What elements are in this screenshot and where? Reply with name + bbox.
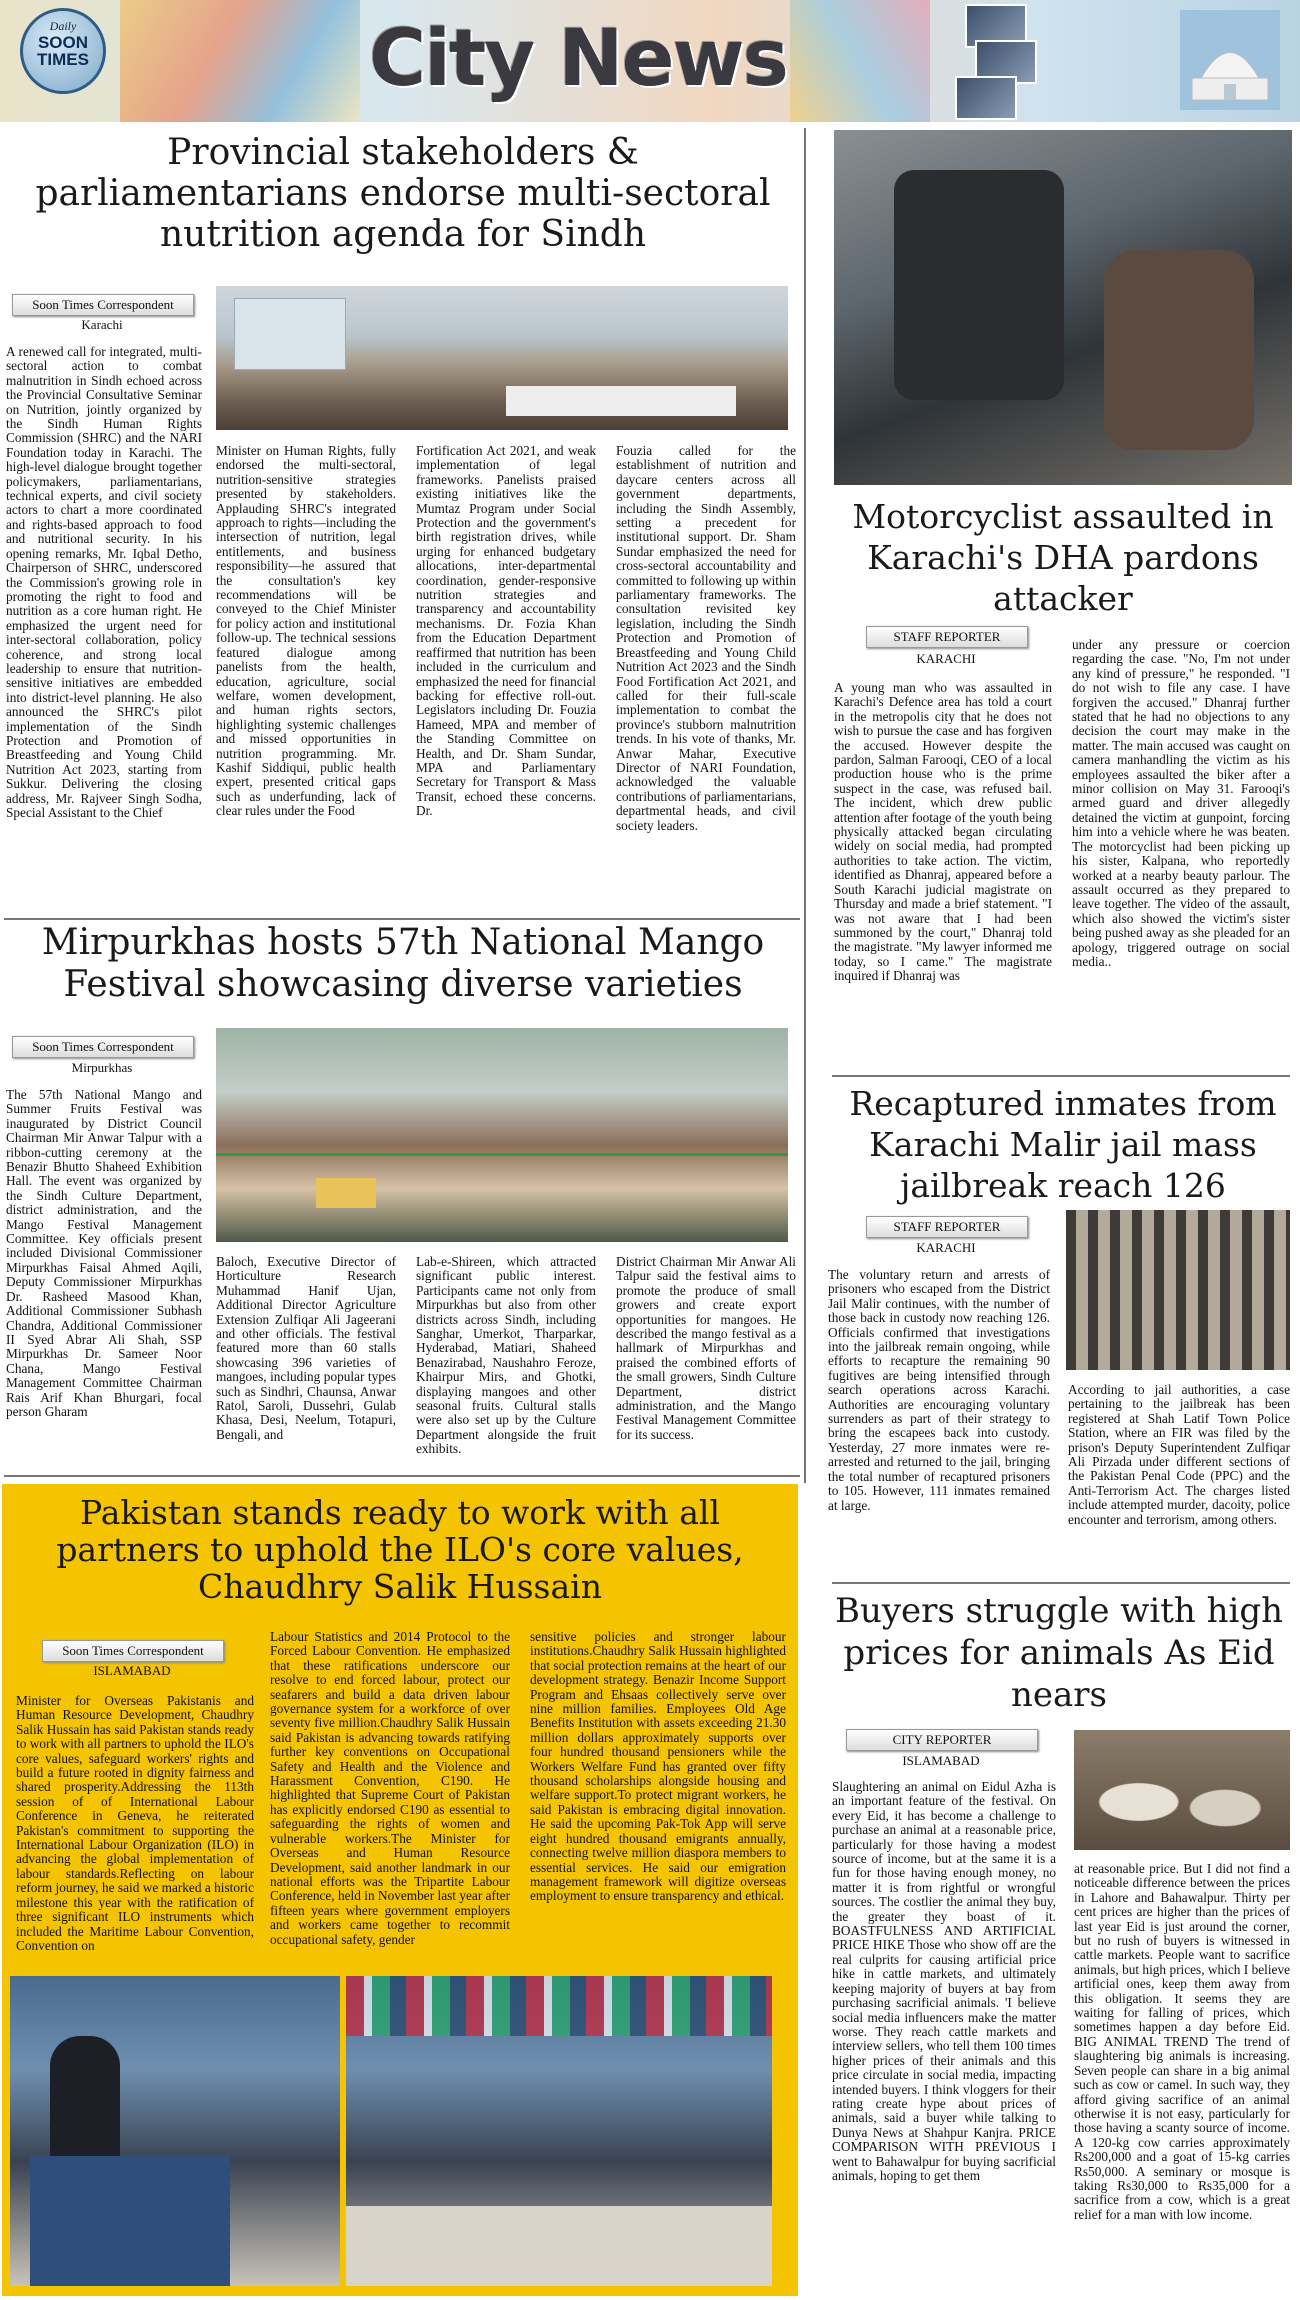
article-jailbreak bbox=[834, 1083, 1292, 1206]
dateline: ISLAMABAD bbox=[902, 1753, 980, 1768]
byline: STAFF REPORTER bbox=[866, 1216, 1028, 1238]
headline: Mirpurkhas hosts 57th National Mango Festival showcasing diverse varieties bbox=[41, 922, 765, 1005]
section-rule bbox=[832, 1075, 1290, 1077]
mango-crate bbox=[316, 1178, 376, 1208]
person-figure bbox=[1104, 250, 1254, 450]
article-column: The 57th National Mango and Summer Fruits Festival was inaugurated by District Council Chairman Mir Anwar Talpur with a ribbon-cutting ceremony at the Benazir Bhutto Shaheed Exhibition Hall. The event was organized by the Sindh Culture Department, district administration, and the Mango Festival Management Committee. Key officials present included Divisional Commissioner Mirpurkhas Faisal Ahmed Aqili, Deputy Commissioner Mirpurkhas Dr. Rasheed Masood Khan, Additional Commissioner Subhash Chandra, Additional Commissioner II Syed Abrar Ali Shah, SSP Mirpurkhas Dr. Sameer Noor Chana, Mango Festival Management Committee Chairman Rais Arif Khan Bhurgari, focal person Gharam bbox=[6, 1088, 202, 1419]
column-rule bbox=[804, 128, 806, 1483]
article-column: The voluntary return and arrests of prisoners who escaped from the District Jail Malir continues, with the number of those back in custody now reaching 126. Officials confirmed that investigations into the jailbreak remain ongoing, while efforts to recapture the remaining 90 fugitives are being intensified through search operations across Karachi. Authorities are encouraging voluntary surrenders as part of their strategy to bring the escapees back into custody. Yesterday, 27 more inmates were re-arrested and returned to the jail, bringing the total number of recaptured prisoners to 105. However, 111 inmates remained at large. bbox=[828, 1268, 1050, 1513]
ribbon bbox=[216, 1153, 788, 1156]
section-rule bbox=[4, 1475, 800, 1477]
seminar-photo bbox=[216, 286, 788, 430]
dateline: KARACHI bbox=[916, 651, 976, 666]
podium bbox=[30, 2156, 230, 2286]
jail-bars-photo bbox=[1066, 1210, 1290, 1370]
masthead-photos bbox=[935, 4, 1055, 118]
headline: Pakistan stands ready to work with all partners to uphold the ILO's core values, Chaudhry Salik Hussain bbox=[56, 1493, 744, 1606]
article-column: Fouzia called for the establishment of nutrition and daycare centers across all government departments, including the Sindh Assembly, setting a precedent for institutional support. Dr. Sham Sundar emphasized the need for cross-sectoral accountability and committed to following up within parliamentary frameworks. The consultation revisited key legislation, including the Sindh Protection and Promotion of Breastfeeding and Young Child Nutrition Act 2023 and the Sindh Food Fortification Act 2021, and called for their full-scale implementation to combat the province's stubborn malnutrition trends. In his vote of thanks, Mr. Anwar Mahar, Executive Director of NARI Foundation, acknowledged the valuable contributions of parliamentarians, departmental heads, and civil society leaders. bbox=[616, 444, 796, 833]
article-column: A renewed call for integrated, multi-sectoral action to combat malnutrition in Sindh echoed across the Provincial Consultative Seminar on Nutrition, jointly organized by the Sindh Human Rights Commission (SHRC) and the NARI Foundation today in Karachi. The high-level dialogue brought together policymakers, parliamentarians, technical experts, and civil society actors to chart a more coordinated and rights-based approach to food and nutritional security. In his opening remarks, Mr. Iqbal Detho, Chairperson of SHRC, underscored the Commission's growing role in promoting the right to food and nutrition as a core human right. He emphasized the urgent need for inter-sectoral collaboration, policy coherence, and strong local leadership to ensure that nutrition-sensitive initiatives are embedded into district-level planning. He also announced the SHRC's pilot implementation of the Sindh Protection and Promotion of Breastfeeding and Young Child Nutrition Act 2023, starting from Sukkur. Delivering the closing address, Mr. Rajveer Singh Sodha, Special Assistant to the Chief bbox=[6, 345, 202, 820]
mausoleum-icon bbox=[1180, 10, 1280, 110]
assault-video-still bbox=[834, 130, 1292, 485]
soon-times-logo[interactable]: Daily SOON TIMES bbox=[20, 8, 106, 94]
speaker bbox=[50, 2036, 120, 2156]
article-nutrition bbox=[8, 132, 798, 255]
dateline: Mirpurkhas bbox=[71, 1060, 133, 1075]
article-column: Minister for Overseas Pakistanis and Human Resource Development, Chaudhry Salik Hussain has said Pakistan stands ready to work with all partners to uphold the ILO's core values, safeguard workers' rights and build a future rooted in dignity fairness and shared prosperity.Addressing the 113th session of of International Labour Conference in Geneva, he reiterated Pakistan's commitment to supporting the International Labour Organization (ILO) in advancing the global implementation of labour standards.Reflecting on labour reform journey, he said we marked a historic milestone this year with the ratification of three significant ILO instruments which included the Maritime Labour Convention, Convention on bbox=[16, 1694, 254, 1953]
dateline: ISLAMABAD bbox=[93, 1663, 171, 1678]
article-column: at reasonable price. But I did not find a noticeable difference between the prices in Lahore and Bahawalpur. Thirty per cent prices are higher than the prices of last year Eid is just around the corner, but no rush of buyers is witnessed in cattle markets. People want to sacrifice animals, but high prices, which I believe artificial ones, keep them away from this obligation. It seems they are waiting for falling of prices, which sometimes happen a day before Eid. BIG ANIMAL TREND The trend of slaughtering big animals is increasing. Seven people can share in a big animal such as cow or camel. In such way, they afford giving sacrifice of an animal otherwise it is not easy, particularly for those having a scanty source of income. A 120-kg cow carries approximately Rs200,000 and a goat of 15-kg carries Rs50,000. A seminary or mosque is taking Rs30,000 to Rs35,000 for a sacrifice from a cow, which is a great relief for a man with low income. bbox=[1074, 1862, 1290, 2222]
byline: Soon Times Correspondent bbox=[12, 294, 194, 316]
dateline: Karachi bbox=[81, 317, 123, 332]
article-column: Labour Statistics and 2014 Protocol to the Forced Labour Convention. He emphasized that these ratifications underscore our resolve to end forced labour, protect our seafarers and build a data driven labour governance system for a workforce of over seventy five million.Chaudhry Salik Hussain said Pakistan is advancing towards ratifying further key conventions on Occupational Safety and Health and the Violence and Harassment Convention, C190. He highlighted that Supreme Court of Pakistan has explicitly endorsed C190 as essential to safeguarding the rights of women and vulnerable workers.The Minister for Overseas and Human Resource Development, said another landmark in our national efforts was the Tripartite Labour Conference, held in November last year after fifteen years where government employers and workers came together to recommit occupational safety, gender bbox=[270, 1630, 510, 1947]
article-column: sensitive policies and stronger labour institutions.Chaudhry Salik Hussain highlighted that social protection remains at the heart of our development strategy. Benazir Income Support Program and Ehsaas collectively serve over nine million families. Employees Old Age Benefits Institution with assets exceeding 21.30 million dollars approximately supports over four hundred thousand pensioners while the Workers Welfare Fund has granted over fifty thousand scholarships alongside housing and welfare support.To protect migrant workers, he said Pakistan is embracing digital innovation. He said the upcoming Pak-Tok App will serve eight hundred thousand emigrants annually, connecting twelve million diaspora members to essential services. He said our emigration management framework will digitize overseas employment to ensure transparency and ethical. bbox=[530, 1630, 786, 1904]
byline: Soon Times Correspondent bbox=[42, 1640, 224, 1662]
ribbon-cutting-photo bbox=[216, 1028, 788, 1242]
byline: STAFF REPORTER bbox=[866, 626, 1028, 648]
byline: Soon Times Correspondent bbox=[12, 1036, 194, 1058]
headline: Buyers struggle with high prices for animals As Eid nears bbox=[834, 1591, 1284, 1715]
byline: CITY REPORTER bbox=[846, 1729, 1038, 1751]
article-column: Baloch, Executive Director of Horticulture Research Muhammad Hanif Ujan, Additional Director Agriculture Extension Zulfiqar Ali Jageerani and other officials. The festival featured more than 60 stalls showcasing 396 varieties of mangoes, including popular types such as Sindhri, Chaunsa, Anwar Ratol, Saroli, Dussehri, Gulab Khasa, Desi, Neelum, Totapuri, Bengali, and bbox=[216, 1255, 396, 1442]
person-figure bbox=[894, 170, 1064, 400]
masthead bbox=[0, 0, 1300, 122]
goats-photo bbox=[1074, 1730, 1290, 1850]
article-column: Minister on Human Rights, fully endorsed the multi-sectoral, nutrition-sensitive strategies presented by stakeholders. Applauding SHRC's integrated approach to rights—including the intersection of nutrition, legal entitlements, and business responsibility—he assured that the consultation's key recommendations will be conveyed to the Chief Minister for policy action and institutional follow-up. The technical sessions featured dialogue among panelists from the health, education, agriculture, social welfare, women development, and human rights sectors, highlighting systemic challenges and missed opportunities in nutrition programming. Mr. Kashif Siddiqui, public health expert, presented critical gaps such as underfunding, lack of clear rules under the Food bbox=[216, 444, 396, 819]
masthead-title: City News bbox=[369, 14, 787, 104]
article-column: Slaughtering an animal on Eidul Azha is an important feature of the festival. On every Eid, it has become a challenge to purchase an animal at a reasonable price, particularly for those having a modest source of income, but at the same it is a fun for those having enough money, no matter it is from rightful or wrongful sources. The costlier the animal they buy, the greater they boast of it. BOASTFULNESS AND ARTIFICIAL PRICE HIKE Those who show off are the real culprits for causing artificial price hike in cattle markets, and ultimately keeping majority of buyers at bay from purchasing sacrificial animals. 'I believe social media influencers make the matter worse. They reach cattle markets and interview sellers, who tell them 100 times higher prices of their animals and this price circulate in social media, impacting intended buyers. I think vloggers for their rating create hype about prices of animals, said a buyer while talking to Dunya News at Shahpur Kanjra. PRICE COMPARISON WITH PREVIOUS I went to Bahawalpur for buying sacrificial animals, hoping to get them bbox=[832, 1780, 1056, 2183]
presentation-screen bbox=[234, 298, 346, 370]
flags bbox=[346, 1976, 772, 2036]
portrait-thumbnail bbox=[955, 76, 1017, 120]
article-eid-prices bbox=[826, 1590, 1292, 1716]
section-rule bbox=[832, 1582, 1290, 1584]
article-column: District Chairman Mir Anwar Ali Talpur said the festival aims to promote the produce of small growers and create export opportunities for mangoes. He described the mango festival as a hallmark of Mirpurkhas and praised the combined efforts of the small growers, Sindh Culture Department, district administration, and the Mango Festival Management Committee for its success. bbox=[616, 1255, 796, 1442]
headline: Provincial stakeholders & parliamentarians endorse multi-sectoral nutrition agenda for Sindh bbox=[35, 132, 771, 255]
delegates-desks bbox=[346, 2206, 772, 2286]
article-column: under any pressure or coercion regarding the case. "No, I'm not under any kind of pressure," he responded. "I do not wish to file any case. I have forgiven the accused." Dhanraj further stated that he had no objections to any decision the court may make in the matter. The main accused was caught on camera manhandling the victim as his employees assaulted the biker after a minor collision on May 31. Farooqi's armed guard and driver allegedly detained the victim at gunpoint, forcing him into a vehicle where he was beaten. The motorcyclist had been picking up his sister, Kalpana, who reportedly worked at a nearby beauty parlour. The assault occurred as they prepared to leave together. The video of the assault, which also showed the victim's sister being pushed away as she pleaded for an apology, triggered outrage on social media.. bbox=[1072, 638, 1290, 969]
dateline: KARACHI bbox=[916, 1240, 976, 1255]
article-column: Lab-e-Shireen, which attracted significant public interest. Participants came not only from Mirpurkhas but also from other districts across Sindh, including Sanghar, Umerkot, Tharparkar, Hyderabad, Matiari, Shaheed Benazirabad, Naushahro Feroze, Khairpur Mirs, and Ghotki, displaying mangoes and other seasonal fruits. Cultural stalls were also set up by the Culture Department alongside the fruit exhibits. bbox=[416, 1255, 596, 1457]
minister-speech-photo bbox=[10, 1976, 340, 2286]
stage-table bbox=[506, 386, 736, 416]
article-ilo bbox=[10, 1494, 790, 1605]
logo-name: SOON TIMES bbox=[37, 33, 89, 69]
article-column: Fortification Act 2021, and weak implementation of legal frameworks. Panelists praised existing initiatives like the Mumtaz Program under Social Protection and the government's birth registration drives, while urging for enhanced budgetary allocations, inter-departmental coordination, gender-responsive nutrition strategies and transparency and accountability mechanisms. Dr. Fozia Khan from the Education Department reaffirmed that nutrition has been included in the curriculum and emphasized the need for financial backing for effective roll-out. Legislators including Dr. Fouzia Hameed, MPA and member of the Standing Committee on Health, and Dr. Sham Sundar, MPA and Parliamentary Secretary for Transport & Mass Transit, echoed these concerns. Dr. bbox=[416, 444, 596, 819]
conference-hall-photo bbox=[346, 1976, 772, 2286]
masthead-decoration-right bbox=[790, 0, 930, 122]
section-rule bbox=[4, 918, 800, 920]
masthead-decoration bbox=[120, 0, 360, 122]
article-column: According to jail authorities, a case pertaining to the jailbreak has been registered at Shah Latif Town Police Station, where an FIR was filed by the prison's Deputy Superintendent Zulfiqar Ali Pirzada under different sections of the Pakistan Penal Code (PPC) and the Anti-Terrorism Act. The charges listed include attempted murder, dacoity, police encounter and terrorism, among others. bbox=[1068, 1383, 1290, 1527]
article-column: A young man who was assaulted in Karachi's Defence area has told a court in the metropolis city that he does not wish to pursue the case and has forgiven the accused. However despite the pardon, Salman Farooqi, CEO of a local production house who is the prime suspect in the case, was refused bail. The incident, which drew public attention after footage of the youth being physically attacked began circulating widely on social media, had prompted authorities to take action. The victim, identified as Dhanraj, appeared before a South Karachi judicial magistrate on Thursday and made a brief statement. "I was not aware that I had been summoned by the court," Dhanraj told the magistrate. "My lawyer informed me today, so I came." The magistrate inquired if Dhanraj was bbox=[834, 681, 1052, 984]
article-motorcyclist bbox=[834, 496, 1292, 619]
article-mango-festival bbox=[8, 922, 798, 1006]
headline: Recaptured inmates from Karachi Malir jail mass jailbreak reach 126 bbox=[849, 1084, 1277, 1205]
headline: Motorcyclist assaulted in Karachi's DHA pardons attacker bbox=[852, 497, 1274, 618]
